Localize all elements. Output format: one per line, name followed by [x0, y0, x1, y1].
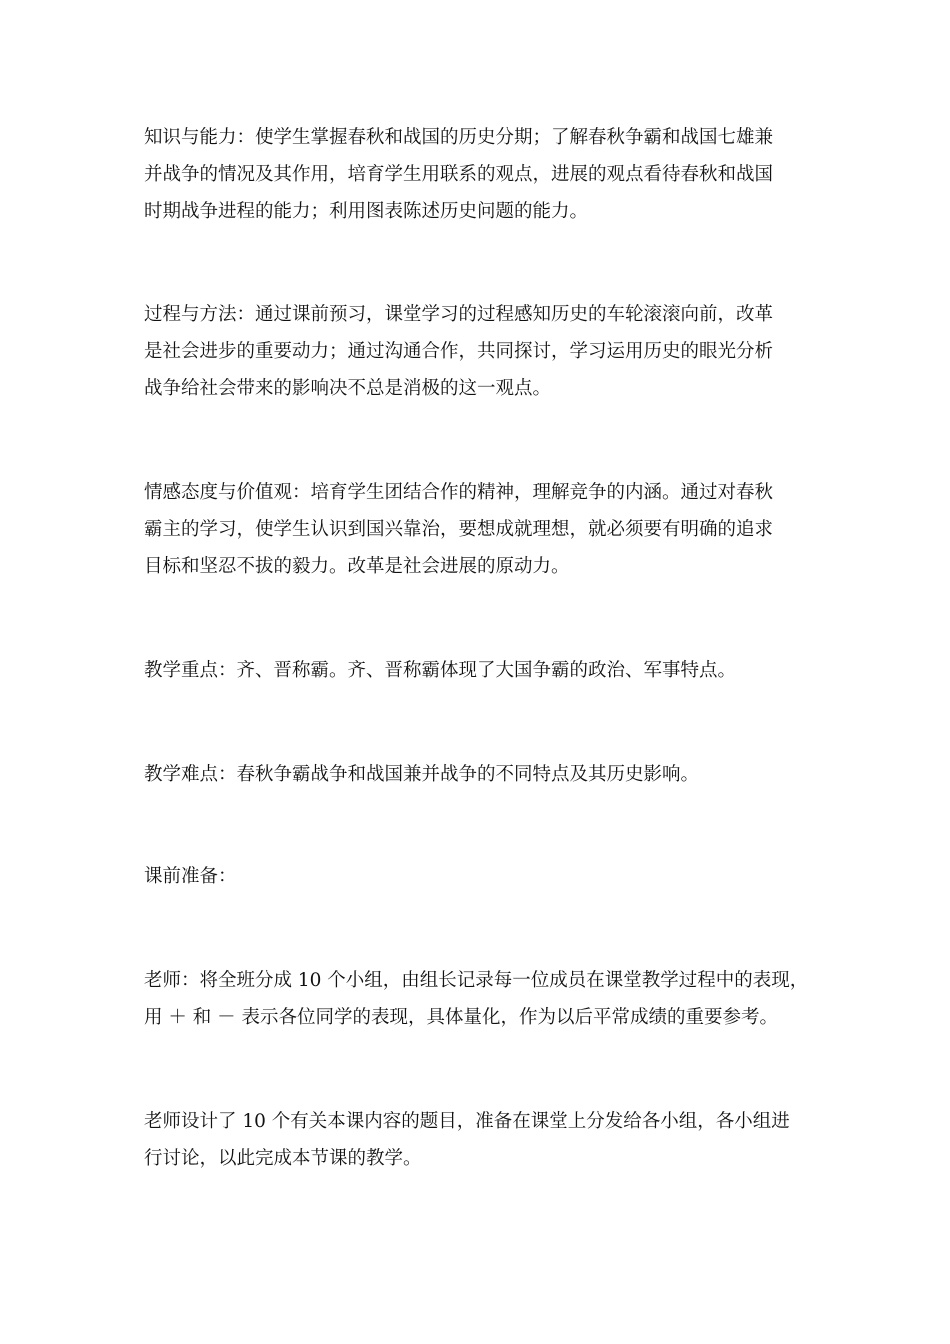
- text-line: 老师：将全班分成 10 个小组，由组长记录每一位成员在课堂教学过程中的表现，: [144, 970, 809, 991]
- text-line: 并战争的情况及其作用，培育学生用联系的观点，进展的观点看待春秋和战国: [144, 164, 774, 185]
- text-line: 情感态度与价值观：培育学生团结合作的精神，理解竞争的内涵。通过对春秋: [144, 482, 774, 503]
- text-line: 是社会进步的重要动力；通过沟通合作，共同探讨，学习运用历史的眼光分析: [144, 341, 774, 362]
- paragraph-teaching-focus: [144, 652, 816, 689]
- text-line: 战争给社会带来的影响决不总是消极的这一观点。: [144, 378, 552, 399]
- text-line: 教学难点：春秋争霸战争和战国兼并战争的不同特点及其历史影响。: [144, 764, 700, 785]
- text-line: 用 ＋ 和 － 表示各位同学的表现，具体量化，作为以后平常成绩的重要参考。: [144, 1007, 779, 1028]
- paragraph-emotion-values: [144, 474, 816, 585]
- paragraph-process-method: [144, 296, 816, 407]
- text-line: 课前准备：: [144, 866, 237, 887]
- paragraph-teacher-groups: [144, 962, 816, 1036]
- text-line: 老师设计了 10 个有关本课内容的题目，准备在课堂上分发给各小组，各小组进: [144, 1111, 790, 1132]
- text-line: 目标和坚忍不拔的毅力。改革是社会进展的原动力。: [144, 556, 570, 577]
- text-line: 行讨论，以此完成本节课的教学。: [144, 1148, 422, 1169]
- paragraph-preparation-heading: [144, 858, 816, 895]
- paragraph-teaching-difficulty: [144, 756, 816, 793]
- text-line: 过程与方法：通过课前预习，课堂学习的过程感知历史的车轮滚滚向前，改革: [144, 304, 774, 325]
- text-line: 教学重点：齐、晋称霸。齐、晋称霸体现了大国争霸的政治、军事特点。: [144, 660, 737, 681]
- text-line: 时期战争进程的能力；利用图表陈述历史问题的能力。: [144, 201, 589, 222]
- paragraph-knowledge-ability: [144, 119, 816, 230]
- paragraph-teacher-questions: [144, 1103, 816, 1177]
- text-line: 霸主的学习，使学生认识到国兴靠治，要想成就理想，就必须要有明确的追求: [144, 519, 774, 540]
- text-line: 知识与能力：使学生掌握春秋和战国的历史分期；了解春秋争霸和战国七雄兼: [144, 127, 774, 148]
